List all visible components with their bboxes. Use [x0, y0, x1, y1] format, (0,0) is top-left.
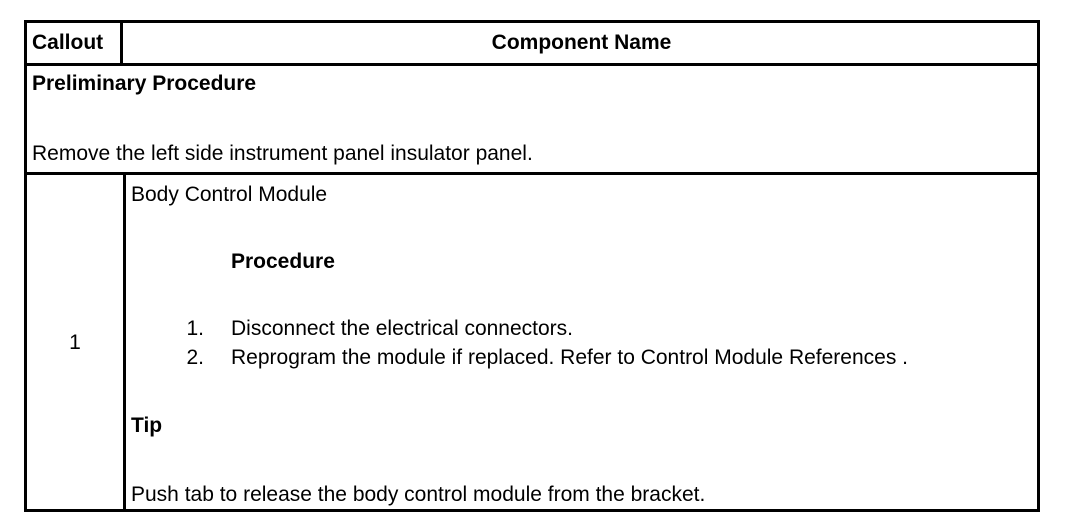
tip-text: Push tab to release the body control module from the bracket.: [131, 483, 706, 506]
step-number: 1.: [186, 317, 204, 340]
component-name-column-header: Component Name: [491, 31, 672, 54]
step-text: Reprogram the module if replaced. Refer to Control Module References .: [231, 346, 909, 369]
component-table: [24, 20, 1040, 512]
tip-title: Tip: [131, 414, 163, 437]
table-row: [27, 175, 1037, 509]
preliminary-procedure-title: Preliminary Procedure: [32, 72, 257, 95]
callout-column-header: Callout: [27, 23, 123, 63]
step-number: 2.: [186, 346, 204, 369]
component-cell: [126, 175, 1037, 509]
procedure-title: Procedure: [231, 250, 335, 273]
component-name: Body Control Module: [131, 183, 328, 206]
preliminary-procedure-text: Remove the left side instrument panel insulator panel.: [32, 142, 533, 165]
callout-number: 1: [69, 331, 81, 354]
preliminary-procedure-section: [27, 66, 1037, 175]
callout-cell: [27, 175, 126, 509]
table-header: [27, 23, 1037, 66]
step-text: Disconnect the electrical connectors.: [231, 317, 573, 340]
